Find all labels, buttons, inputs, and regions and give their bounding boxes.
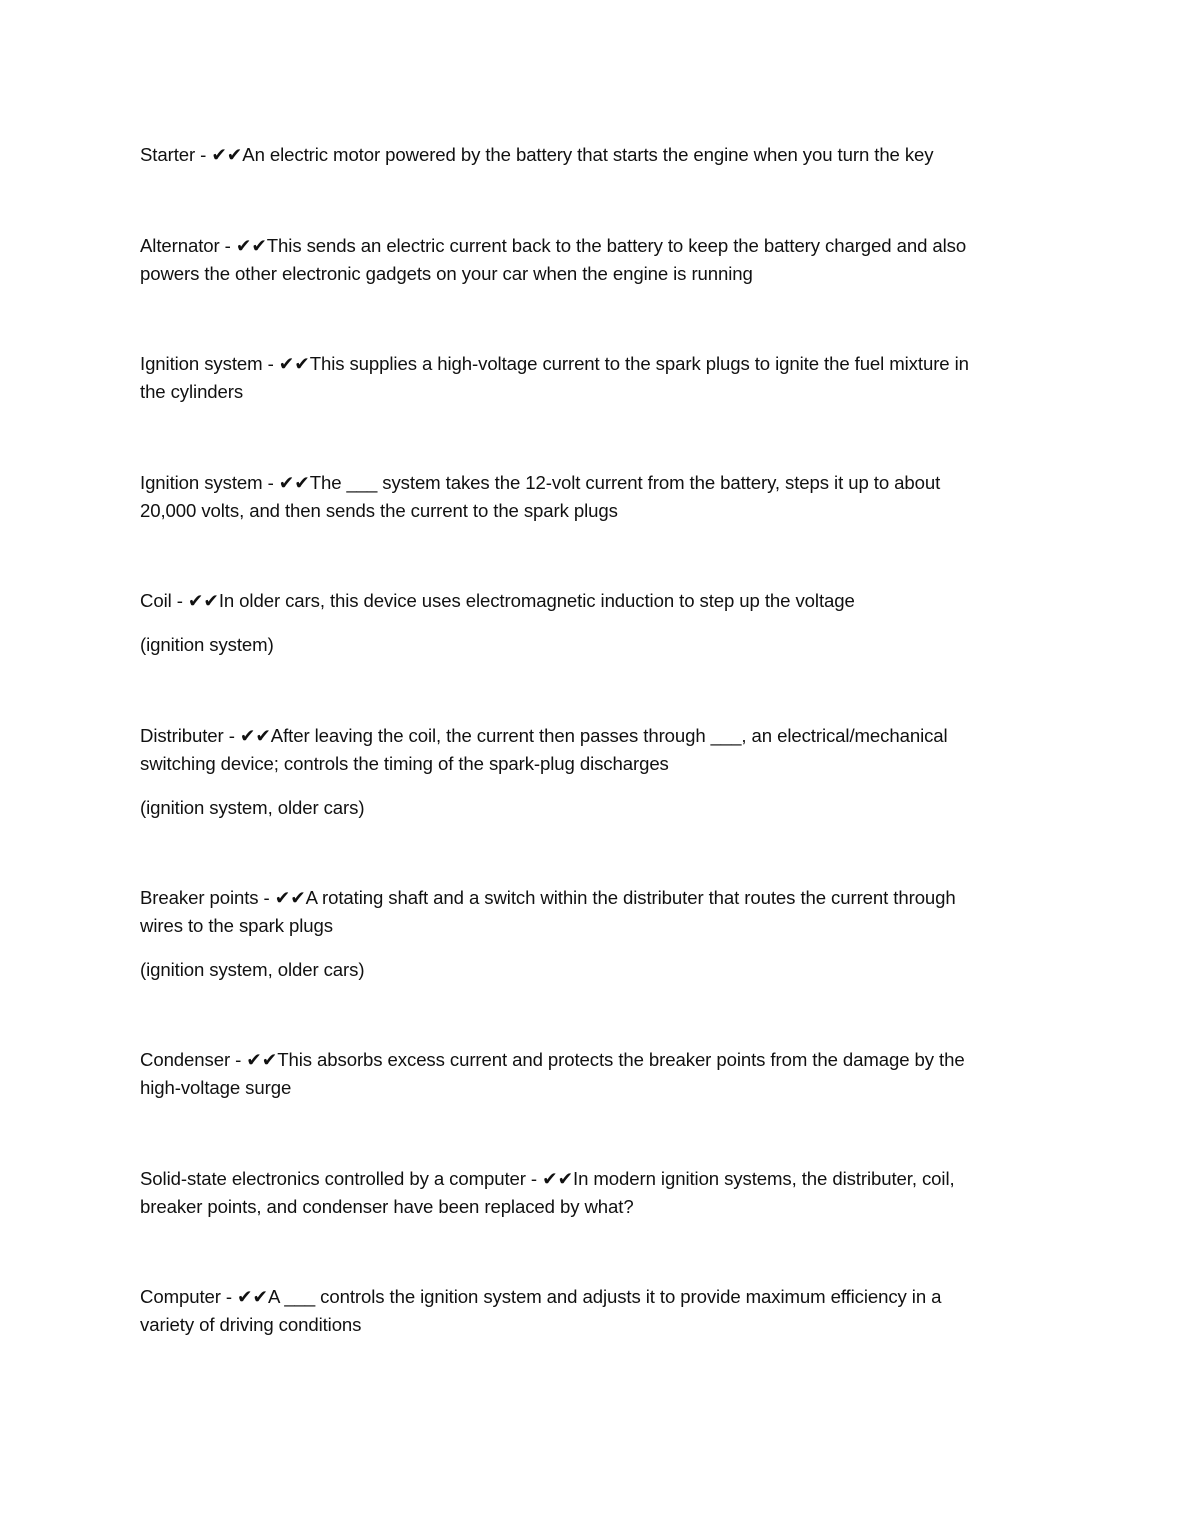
entry-solid-state-line-2: breaker points, and condenser have been replaced by what? <box>140 1196 634 1217</box>
entry-computer-line-2: variety of driving conditions <box>140 1314 362 1335</box>
entry-ignition-line-2: the cylinders <box>140 381 244 402</box>
entry-distributer-note: (ignition system, older cars) <box>140 797 365 818</box>
entry-condenser-line-1: Condenser - ✔✔This absorbs excess current and protects the breaker points from the damage by the <box>140 1049 965 1070</box>
entry-solid-state-line-1: Solid-state electronics controlled by a computer - ✔✔In modern ignition systems, the distributer, coil, <box>140 1168 955 1189</box>
entry-ignition2-line-1: Ignition system - ✔✔The ___ system takes the 12-volt current from the battery, steps it up to about <box>140 472 941 493</box>
entry-breaker-note: (ignition system, older cars) <box>140 959 365 980</box>
entry-distributer-line-1: Distributer - ✔✔After leaving the coil, the current then passes through ___, an electrical/mechanical <box>140 725 948 746</box>
entry-ignition2-line-2: 20,000 volts, and then sends the current to the spark plugs <box>140 500 618 521</box>
entry-starter-line-1: Starter - ✔✔An electric motor powered by the battery that starts the engine when you turn the key <box>140 144 934 165</box>
entry-alternator-line-2: powers the other electronic gadgets on your car when the engine is running <box>140 263 753 284</box>
entry-computer-line-1: Computer - ✔✔A ___ controls the ignition system and adjusts it to provide maximum efficiency in a <box>140 1286 942 1307</box>
entry-condenser-line-2: high-voltage surge <box>140 1077 292 1098</box>
entry-coil-note: (ignition system) <box>140 634 274 655</box>
entry-alternator-line-1: Alternator - ✔✔This sends an electric current back to the battery to keep the battery charged and also <box>140 235 967 256</box>
entry-ignition-line-1: Ignition system - ✔✔This supplies a high-voltage current to the spark plugs to ignite the fuel mixture in <box>140 353 969 374</box>
entry-distributer-line-2: switching device; controls the timing of the spark-plug discharges <box>140 753 669 774</box>
entry-breaker-line-1: Breaker points - ✔✔A rotating shaft and a switch within the distributer that routes the current through <box>140 887 956 908</box>
entry-breaker-line-2: wires to the spark plugs <box>140 915 333 936</box>
entry-coil-line-1: Coil - ✔✔In older cars, this device uses electromagnetic induction to step up the voltage <box>140 590 855 611</box>
